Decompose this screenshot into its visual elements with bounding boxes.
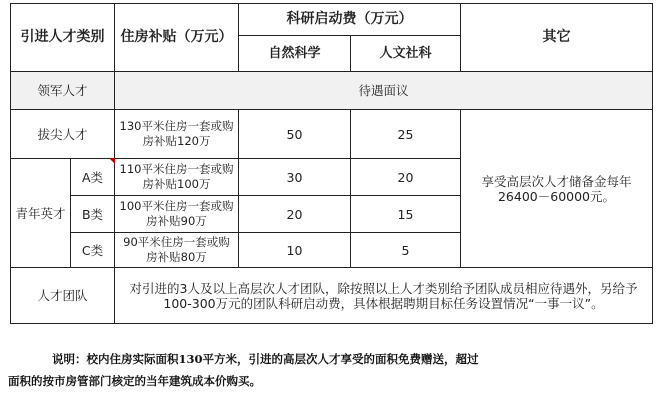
header-other: 其它 bbox=[461, 4, 653, 72]
row-young-a-science: 30 bbox=[239, 159, 351, 196]
header-natural-science: 自然科学 bbox=[239, 36, 351, 72]
row-young-c-science: 10 bbox=[239, 233, 351, 268]
row-young-b-science: 20 bbox=[239, 196, 351, 233]
row-top-housing: 130平米住房一套或购房补贴120万 bbox=[115, 110, 239, 159]
footnote bbox=[8, 348, 656, 392]
row-team-note: 对引进的3人及以上高层次人才团队，除按照以上人才类别给予团队成员相应待遇外，另给予100-300万元的团队科研启动费，具体根据聘期目标任务设置情况“一事一议”。 bbox=[115, 268, 653, 324]
row-young-b-label: B类 bbox=[71, 196, 115, 233]
other-benefit-note: 享受高层次人才储备金每年26400－60000元。 bbox=[461, 110, 653, 268]
row-young-b-humanities: 15 bbox=[351, 196, 461, 233]
row-young-c-humanities: 5 bbox=[351, 233, 461, 268]
header-humanities: 人文社科 bbox=[351, 36, 461, 72]
row-young-a-housing: 110平米住房一套或购房补贴100万 bbox=[115, 159, 239, 196]
row-young-c-housing: 90平米住房一套或购房补贴80万 bbox=[115, 233, 239, 268]
header-startup-fund: 科研启动费（万元） bbox=[239, 4, 461, 36]
row-leader-treatment: 待遇面议 bbox=[115, 72, 653, 110]
row-leader-label: 领军人才 bbox=[11, 72, 115, 110]
row-top-humanities: 25 bbox=[351, 110, 461, 159]
row-young-a-label: A类 bbox=[71, 159, 115, 196]
footnote-line-1: 说明：校内住房实际面积130平方米，引进的高层次人才享受的面积免费赠送，超过 bbox=[52, 352, 479, 366]
footnote-line-2: 面积的按市房管部门核定的当年建筑成本价购买。 bbox=[8, 374, 261, 388]
row-young-label: 青年英才 bbox=[11, 159, 71, 268]
row-top-label: 拔尖人才 bbox=[11, 110, 115, 159]
row-top-science: 50 bbox=[239, 110, 351, 159]
header-category: 引进人才类别 bbox=[11, 4, 115, 72]
row-young-a-humanities: 20 bbox=[351, 159, 461, 196]
header-housing: 住房补贴（万元） bbox=[115, 4, 239, 72]
row-young-c-label: C类 bbox=[71, 233, 115, 268]
talent-policy-table bbox=[10, 3, 653, 324]
row-team-label: 人才团队 bbox=[11, 268, 115, 324]
row-young-b-housing: 100平米住房一套或购房补贴90万 bbox=[115, 196, 239, 233]
